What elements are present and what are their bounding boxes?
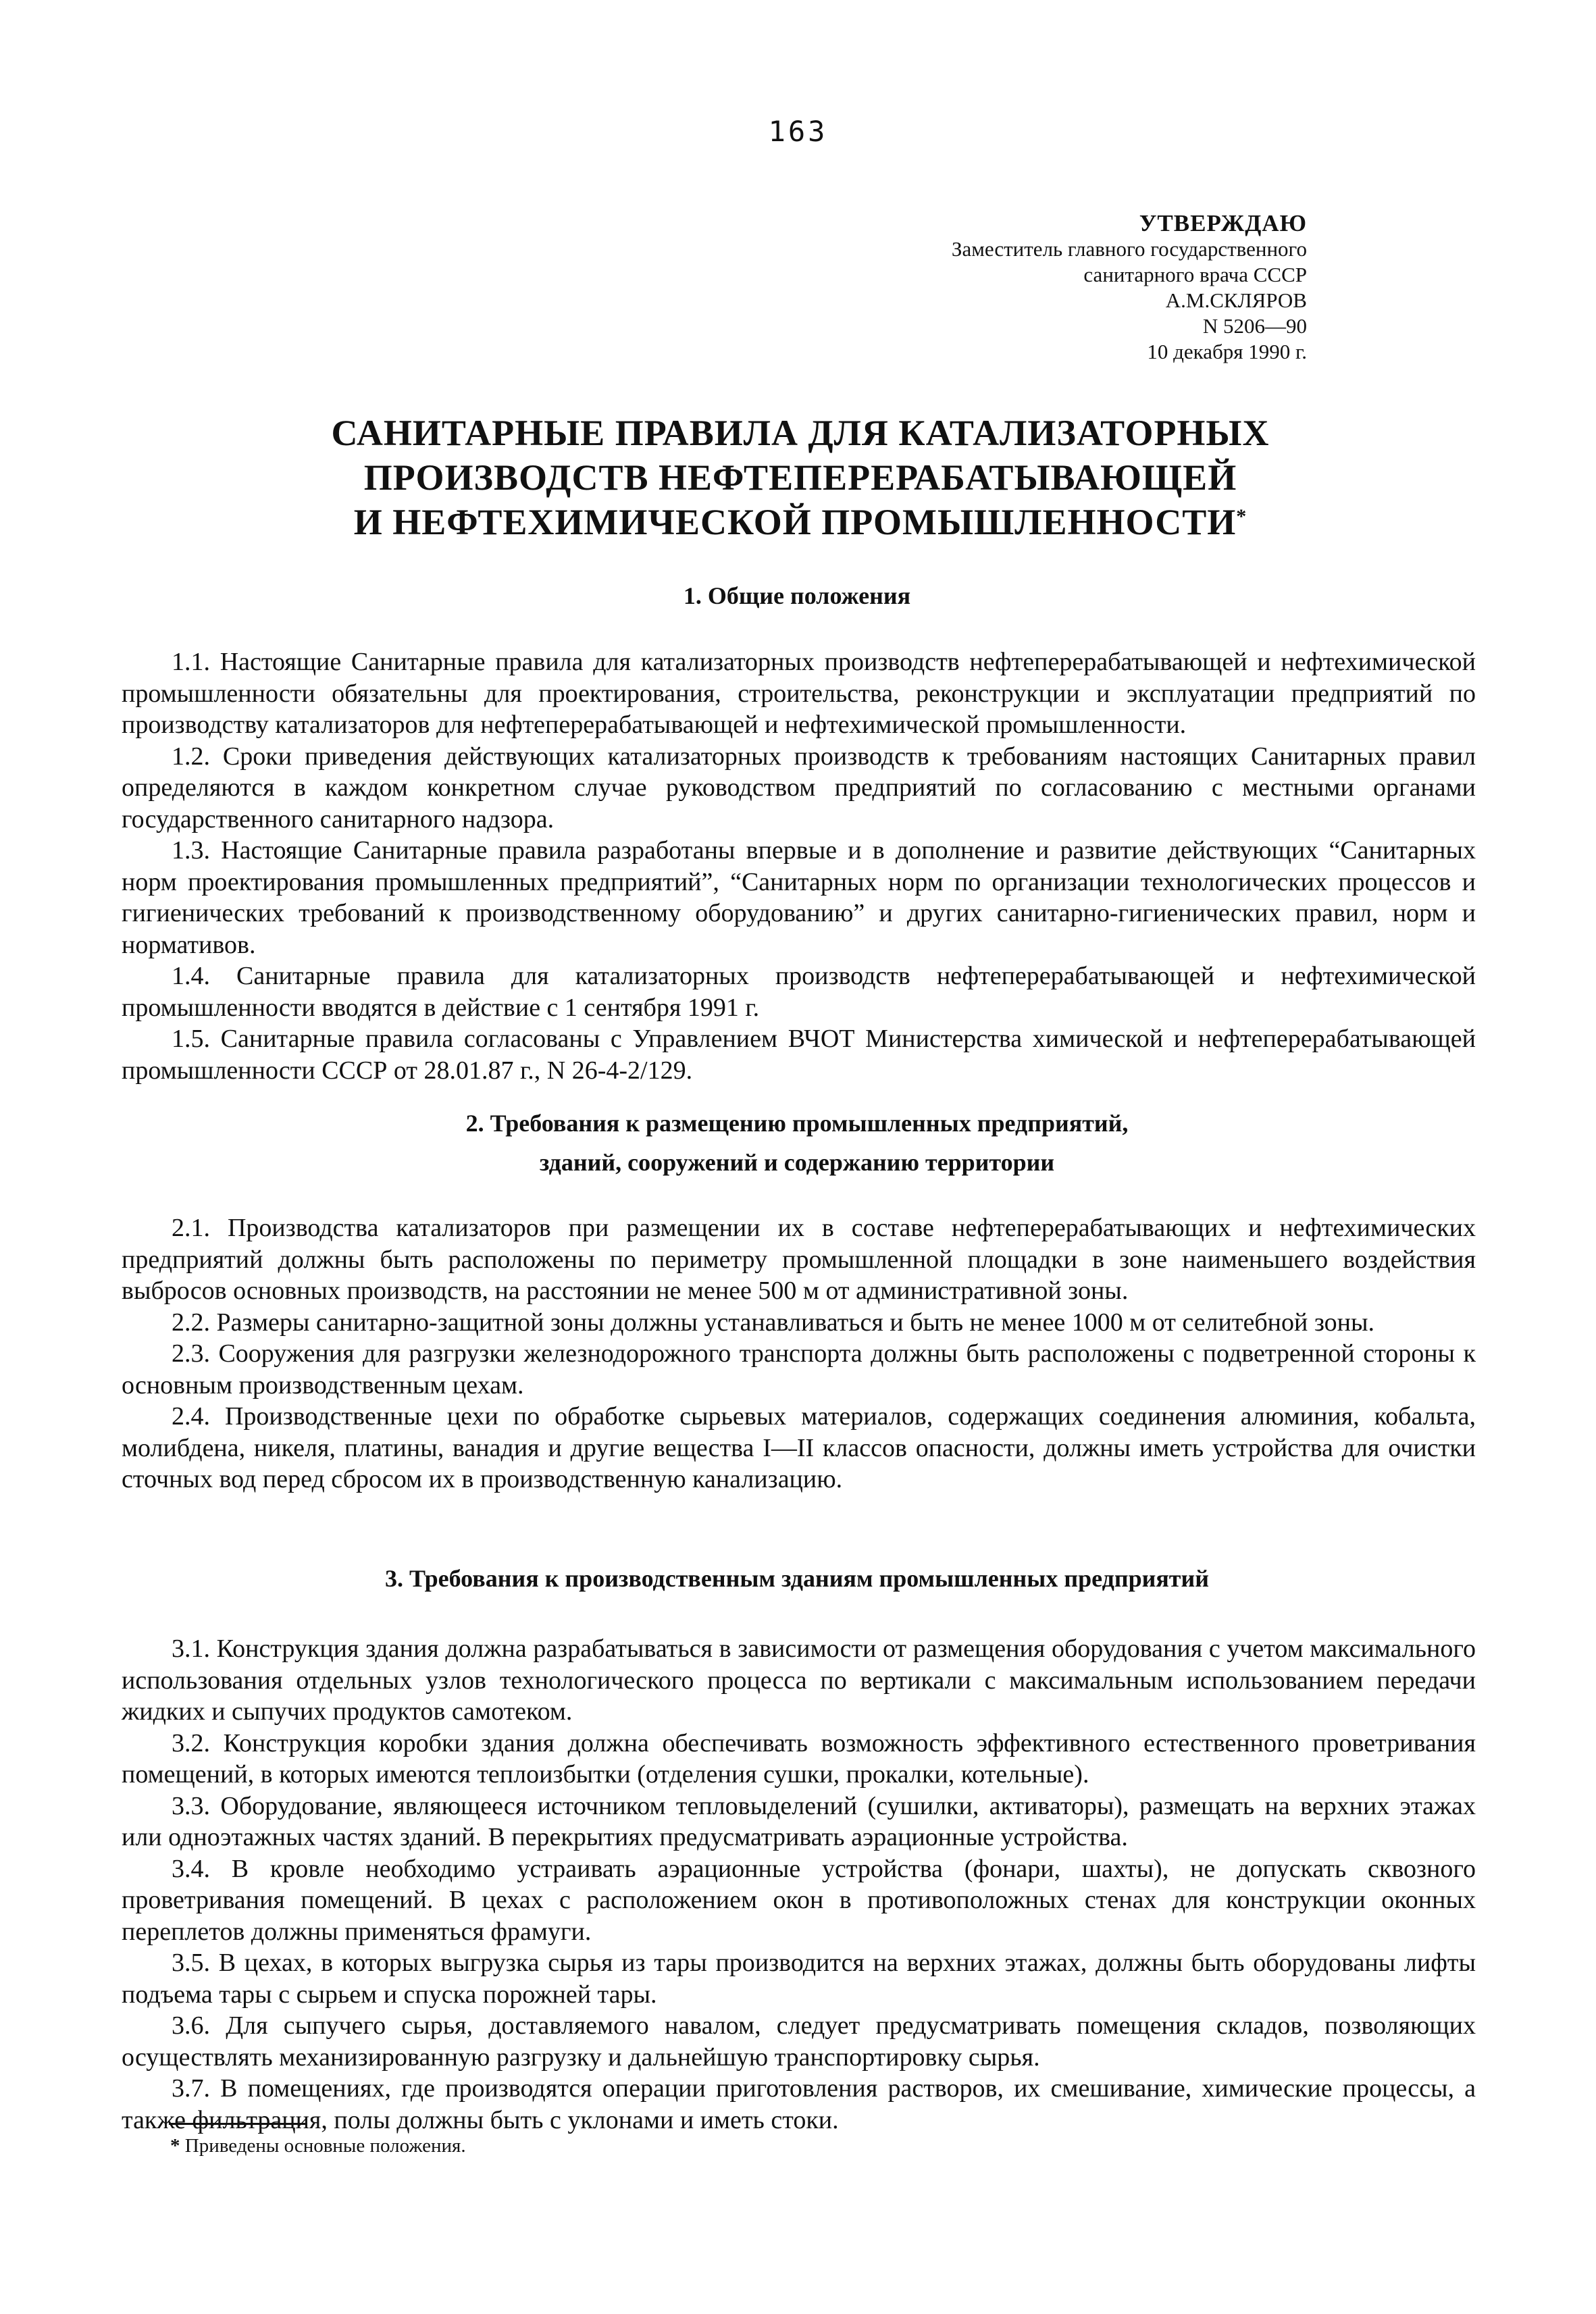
approval-stamp [952, 211, 1307, 365]
paragraph-1-2: 1.2. Сроки приведения действующих катализаторных производств к требованиям настоящих Санитарных правил определяются в каждом конкретном случае руководством предприятий по согласованию с местными органами государственного санитарного надзора. [122, 742, 1476, 833]
footnote-divider [169, 2123, 307, 2125]
paragraph-2-2: 2.2. Размеры санитарно-защитной зоны должны устанавливаться и быть не менее 1000 м от селитебной зоны. [172, 1308, 1374, 1337]
section-3-body [122, 1633, 1476, 2136]
paragraph-2-3: 2.3. Сооружения для разгрузки железнодорожного транспорта должны быть расположены с подветренной стороны к основным производственным цехам. [122, 1339, 1476, 1399]
footnote-mark: * [170, 2135, 180, 2157]
paragraph-2-1: 2.1. Производства катализаторов при размещении их в составе нефтеперерабатывающих и нефтехимических предприятий должны быть расположены по периметру промышленной площадки в зоне наименьшего воздействия выбросов основных производств, на расстоянии не менее 500 м от административной зоны. [122, 1214, 1476, 1305]
section-2-body [122, 1212, 1476, 1495]
section-2-heading [122, 1104, 1472, 1182]
section-2-heading-line-1: 2. Требования к размещению промышленных предприятий, [465, 1110, 1129, 1137]
paragraph-3-4: 3.4. В кровле необходимо устраивать аэрационные устройства (фонари, шахты), не допускать сквозного проветривания помещений. В цехах с расположением окон в противоположных стенах для конструкции оконных переплетов должны применяться фрамуги. [122, 1854, 1476, 1946]
paragraph-3-2: 3.2. Конструкция коробки здания должна обеспечивать возможность эффективного естественного проветривания помещений, в которых имеются теплоизбытки (отделения сушки, прокалки, котельные). [122, 1728, 1476, 1789]
approval-date: 10 декабря 1990 г. [1147, 340, 1307, 363]
footnote [170, 2134, 466, 2157]
approval-heading: УТВЕРЖДАЮ [1139, 210, 1307, 236]
title-line-3 [203, 500, 1398, 544]
approval-position-line2: санитарного врача СССР [1083, 263, 1307, 286]
approval-name: А.М.СКЛЯРОВ [1165, 288, 1307, 312]
paragraph-1-3: 1.3. Настоящие Санитарные правила разработаны впервые и в дополнение и развитие действующих “Санитарных норм проектирования промышленных предприятий”, “Санитарных норм по организации технологических процессов и гигиенических требований к производственному оборудованию” и других санитарно-гигиенических правил, норм и нормативов. [122, 836, 1476, 959]
title-line-3-text: И НЕФТЕХИМИЧЕСКОЙ ПРОМЫШЛЕННОСТИ [353, 502, 1237, 542]
section-1-heading: 1. Общие положения [683, 582, 911, 609]
approval-number: N 5206—90 [1202, 314, 1307, 338]
section-1-body [122, 646, 1476, 1086]
paragraph-3-5: 3.5. В цехах, в которых выгрузка сырья из тары производится на верхних этажах, должны быть оборудованы лифты подъема тары с сырьем и спуска порожней тары. [122, 1949, 1476, 2009]
paragraph-3-7: 3.7. В помещениях, где производятся операции приготовления растворов, их смешивание, химические процессы, а также фильтрация, полы должны быть с уклонами и иметь стоки. [122, 2074, 1476, 2134]
paragraph-1-4: 1.4. Санитарные правила для катализаторных производств нефтеперерабатывающей и нефтехимической промышленности вводятся в действие с 1 сентября 1991 г. [122, 962, 1476, 1022]
title-footnote-mark: * [1236, 505, 1247, 528]
footnote-text: Приведены основные положения. [184, 2135, 466, 2157]
paragraph-3-3: 3.3. Оборудование, являющееся источником тепловыделений (сушилки, активаторы), размещать на верхних этажах или одноэтажных частях зданий. В перекрытиях предусматривать аэрационные устройства. [122, 1791, 1476, 1851]
page-number: 163 [768, 115, 828, 148]
section-3-heading: 3. Требования к производственным зданиям промышленных предприятий [385, 1565, 1209, 1592]
paragraph-3-6: 3.6. Для сыпучего сырья, доставляемого навалом, следует предусматривать помещения складов, позволяющих осуществлять механизированную разгрузку и дальнейшую транспортировку сырья. [122, 2011, 1476, 2072]
title-line-2: ПРОИЗВОДСТВ НЕФТЕПЕРЕРАБАТЫВАЮЩЕЙ [363, 457, 1237, 498]
approval-position-line1: Заместитель главного государственного [951, 237, 1307, 261]
paragraph-2-4: 2.4. Производственные цехи по обработке сырьевых материалов, содержащих соединения алюминия, кобальта, молибдена, никеля, платины, ванадия и другие вещества I—II классов опасности, должны иметь устройства для очистки сточных вод перед сбросом их в производственную канализацию. [122, 1402, 1476, 1493]
paragraph-1-1: 1.1. Настоящие Санитарные правила для катализаторных производств нефтеперерабатывающей и нефтехимической промышленности обязательны для проектирования, строительства, реконструкции и эксплуатации предприятий по производству катализаторов для нефтеперерабатывающей и нефтехимической промышленности. [122, 648, 1476, 739]
paragraph-1-5: 1.5. Санитарные правила согласованы с Управлением ВЧОТ Министерства химической и нефтеперерабатывающей промышленности СССР от 28.01.87 г., N 26-4-2/129. [122, 1025, 1476, 1085]
document-title [203, 411, 1398, 544]
title-line-1: САНИТАРНЫЕ ПРАВИЛА ДЛЯ КАТАЛИЗАТОРНЫХ [331, 413, 1270, 453]
paragraph-3-1: 3.1. Конструкция здания должна разрабатываться в зависимости от размещения оборудования с учетом максимального использования отдельных узлов технологического процесса по вертикали с максимальным использованием передачи жидких и сыпучих продуктов самотеком. [122, 1635, 1476, 1726]
section-2-heading-line-2: зданий, сооружений и содержанию территории [539, 1149, 1055, 1176]
